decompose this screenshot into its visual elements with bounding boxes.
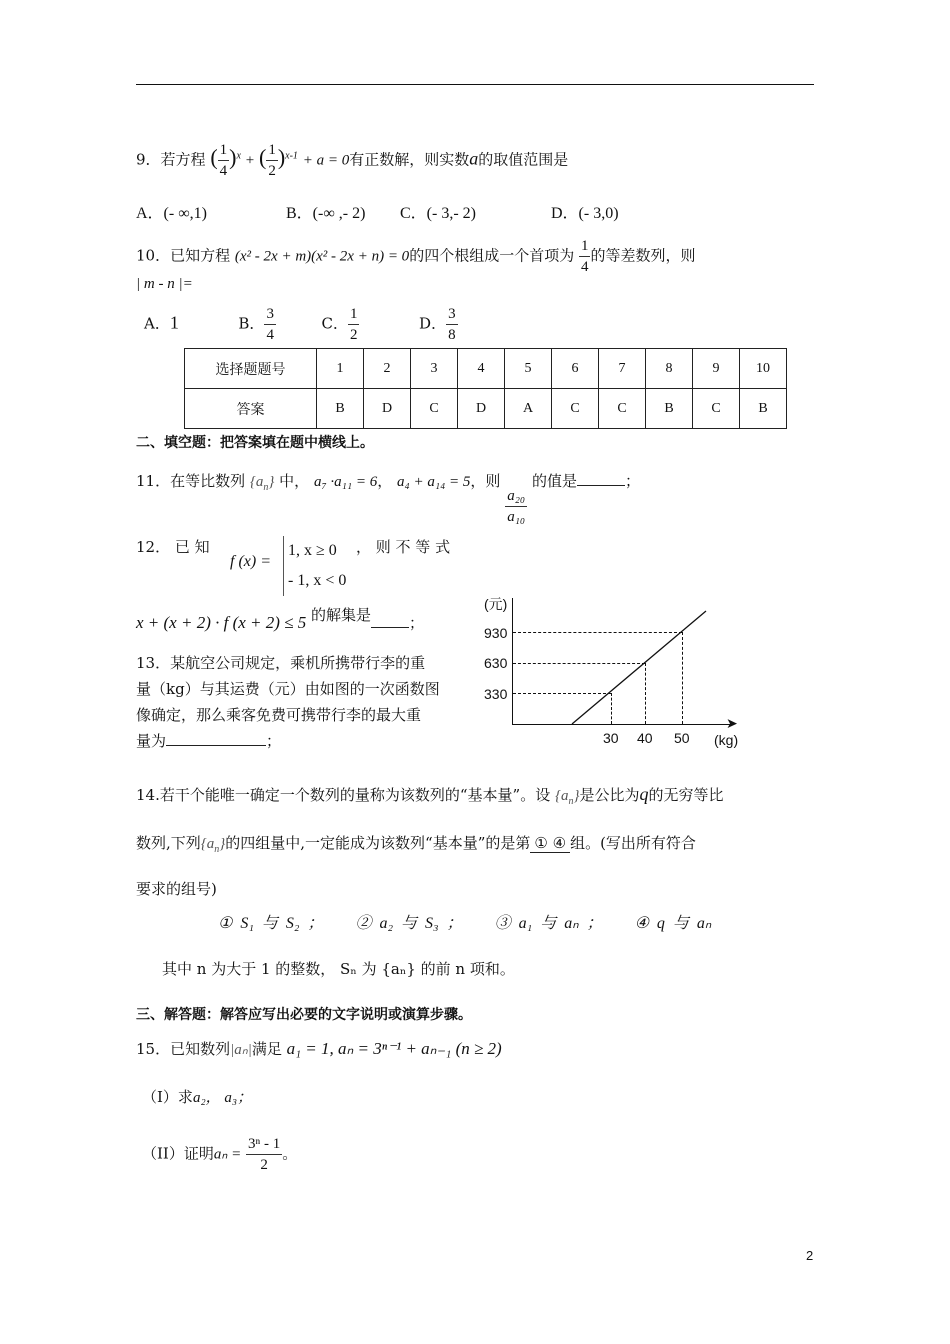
x-tick-label: 30	[603, 730, 619, 746]
option-c: C．(- 3,- 2)	[400, 205, 476, 222]
table-cell: 10	[740, 349, 787, 389]
table-cell: D	[458, 389, 505, 429]
table-cell: 3	[411, 349, 458, 389]
question-14-line1: 14.若干个能唯一确定一个数列的量称为该数列的“基本量”。设 $\{a_n\}$是公比为q的无穷等比	[136, 784, 724, 807]
x-tick-label: 40	[637, 730, 653, 746]
question-text: 的值是	[531, 472, 577, 490]
question-text: 已知数列	[170, 1040, 231, 1058]
question-text: 量为	[136, 732, 167, 750]
question-text: 中，	[279, 472, 310, 490]
y-tick-label: 630	[484, 655, 508, 671]
punct: ；	[409, 614, 425, 632]
punct: ；	[624, 472, 640, 490]
option-label: D．	[419, 314, 447, 333]
group-option: ③ a₁ 与 aₙ ；	[494, 915, 603, 932]
fraction-den: 4	[580, 259, 589, 275]
group-option: ④ q 与 aₙ	[634, 915, 712, 932]
question-text: 是公比为	[579, 786, 640, 804]
option-a: A．(- ∞,1)	[136, 205, 207, 222]
question-text: 的四组量中,一定能成为该数列“基本量”的是第	[225, 834, 531, 852]
option-label: A．	[144, 314, 170, 333]
group-option: ① S₁ 与 S₂ ；	[218, 915, 324, 932]
question-text: 的取值范围是	[478, 150, 569, 169]
question-text: 已 知	[174, 538, 210, 556]
table-cell: 2	[364, 349, 411, 389]
table-cell: B	[317, 389, 364, 429]
question-text: 的等差数列，则	[590, 246, 696, 265]
case: 1, x ≥ 0	[288, 542, 337, 559]
table-cell: 7	[599, 349, 646, 389]
fraction-den: a₁₀	[507, 509, 526, 525]
sequence: aₙ	[234, 1042, 248, 1058]
equation: (x² - 2x + m)(x² - 2x + n) = 0	[234, 248, 410, 265]
table-cell: 8	[646, 349, 693, 389]
question-text: 若干个能唯一确定一个数列的量称为该数列的“基本量”。设	[159, 786, 551, 804]
question-text: 的无穷等比	[648, 786, 724, 804]
x-axis-label: (kg)	[714, 732, 739, 748]
option-d: D．(- 3,0)	[551, 205, 619, 222]
part-text: aₙ =	[213, 1146, 242, 1163]
table-cell: 9	[693, 349, 740, 389]
option-label: C．	[321, 314, 348, 333]
function-lhs: f (x) =	[230, 553, 271, 570]
x-axis-arrow-icon: ➤	[726, 716, 738, 732]
fraction-den: 4	[266, 327, 274, 343]
question-text: 若方程	[160, 150, 206, 169]
question-15: 15．已知数列|aₙ|满足 a₁ = 1, aₙ = 3ⁿ⁻¹ + aₙ₋₁ (n ≥ 2)	[136, 1039, 502, 1058]
table-cell: B	[646, 389, 693, 429]
condition: a₇ ·a₁₁ = 6	[313, 474, 378, 490]
table-cell: A	[505, 389, 552, 429]
table-cell: 1	[317, 349, 364, 389]
equation-tail: + a = 0	[302, 152, 350, 169]
table-cell: 4	[458, 349, 505, 389]
page-number: 2	[806, 1248, 814, 1263]
table-cell: C	[411, 389, 458, 429]
variable: q	[639, 784, 649, 804]
variable: a	[469, 148, 479, 169]
part-text: a₂， a₃；	[192, 1090, 253, 1106]
question-number: 10．	[136, 246, 171, 265]
table-header: 选择题题号	[185, 349, 317, 389]
table-cell: D	[364, 389, 411, 429]
fraction-den: 2	[349, 327, 358, 343]
table-cell: C	[693, 389, 740, 429]
fraction-num: a₂₀	[505, 486, 527, 507]
part-label: （I）求	[142, 1088, 193, 1106]
question-text: 的四个根组成一个首项为	[409, 246, 575, 265]
question-text: 满足	[251, 1040, 282, 1058]
option-label: B．	[238, 314, 265, 333]
y-tick-label: 930	[484, 625, 508, 641]
table-cell: 5	[505, 349, 552, 389]
question-14-line2: 数列,下列$\{a_n\}$的四组量中,一定能成为该数列“基本量”的是第 ① ④ 组。(写出所有符合	[136, 834, 696, 855]
question-text: 已知方程	[170, 246, 231, 265]
option-b: B．(-∞ ,- 2)	[286, 205, 366, 222]
inequality: x + (x + 2) · f (x + 2) ≤ 5	[136, 613, 307, 632]
q15-part1	[142, 1086, 252, 1107]
punct: ；	[266, 732, 282, 750]
question-text: ， 则 不 等 式	[356, 538, 451, 556]
q14-groups	[218, 910, 711, 933]
section-heading: 三、解答题：解答应写出必要的文字说明或演算步骤。	[136, 1007, 472, 1023]
group-option: ② a₂ 与 S₃ ；	[355, 915, 463, 932]
question-text: 量（kg）与其运费（元）由如图的一次函数图	[136, 680, 440, 698]
filled-answer: ① ④	[530, 834, 570, 853]
y-axis-label: (元)	[484, 596, 508, 612]
sequence: a	[560, 788, 569, 804]
table-header: 答案	[185, 389, 317, 429]
question-text: 某航空公司规定，乘机所携带行李的重	[170, 654, 426, 672]
question-text: 在等比数列	[170, 472, 246, 490]
part-label: （II）证明	[142, 1144, 214, 1163]
fraction-num: 3	[446, 304, 458, 325]
question-note: 其中 n 为大于 1 的整数， Sₙ 为 {aₙ} 的前 n 项和。	[162, 960, 515, 978]
table-cell: B	[740, 389, 787, 429]
question-text: 组。(写出所有符合	[570, 834, 696, 852]
question-text: 的解集是	[311, 606, 372, 624]
table-cell: 6	[552, 349, 599, 389]
case: - 1, x < 0	[288, 572, 347, 589]
question-number: 13．	[136, 654, 171, 672]
punct: 。	[282, 1144, 298, 1163]
question-text: ，则	[470, 472, 501, 490]
question-text: 数列,下列	[136, 834, 201, 852]
abs-expression: | m - n |=	[136, 276, 193, 292]
question-number: 15．	[136, 1040, 171, 1058]
section-heading: 二、填空题：把答案填在题中横线上。	[136, 435, 374, 451]
question-text: 要求的组号)	[136, 880, 217, 898]
condition: a₄ + a₁₄ = 5	[397, 474, 471, 490]
question-number: 9．	[136, 150, 161, 169]
fraction-num: 1	[579, 236, 591, 257]
table-cell: C	[599, 389, 646, 429]
fraction-num: 3	[264, 304, 276, 325]
question-number: 12．	[136, 538, 171, 556]
question-number: 11．	[136, 472, 171, 490]
question-number: 14.	[136, 786, 160, 804]
fraction-num: 3ⁿ - 1	[246, 1134, 282, 1155]
fraction-num: 1	[348, 304, 360, 325]
question-text: 像确定，那么乘客免费可携带行李的最大重	[136, 706, 422, 724]
table-cell: C	[552, 389, 599, 429]
fraction-den: 2	[260, 1157, 268, 1173]
y-tick-label: 330	[484, 686, 508, 702]
condition: a₁ = 1, aₙ = 3ⁿ⁻¹ + aₙ₋₁ (n ≥ 2)	[286, 1039, 502, 1058]
sequence: a	[255, 474, 264, 490]
q15-part2	[142, 1134, 297, 1175]
x-tick-label: 50	[674, 730, 690, 746]
question-9: 9．若方程 ( $\frac{1}{4}$ )$^x$ + ( $\frac{1}{2}$ )$^{x-1}$ + a = 0有正数解，则实数a的取值范围是	[136, 142, 569, 179]
fraction-den: 8	[448, 327, 456, 343]
question-text: 有正数解，则实数	[349, 150, 470, 169]
option-value: 1	[169, 312, 179, 333]
question-11: 11．在等比数列 $\{a_n\}$ 中， a₇ ·a₁₁ = 6， a₄ + a₁₄ = 5，则 $\frac{\text{a₂₀}}{\text{a₁₀}}$ 的值是 ；	[136, 472, 640, 525]
